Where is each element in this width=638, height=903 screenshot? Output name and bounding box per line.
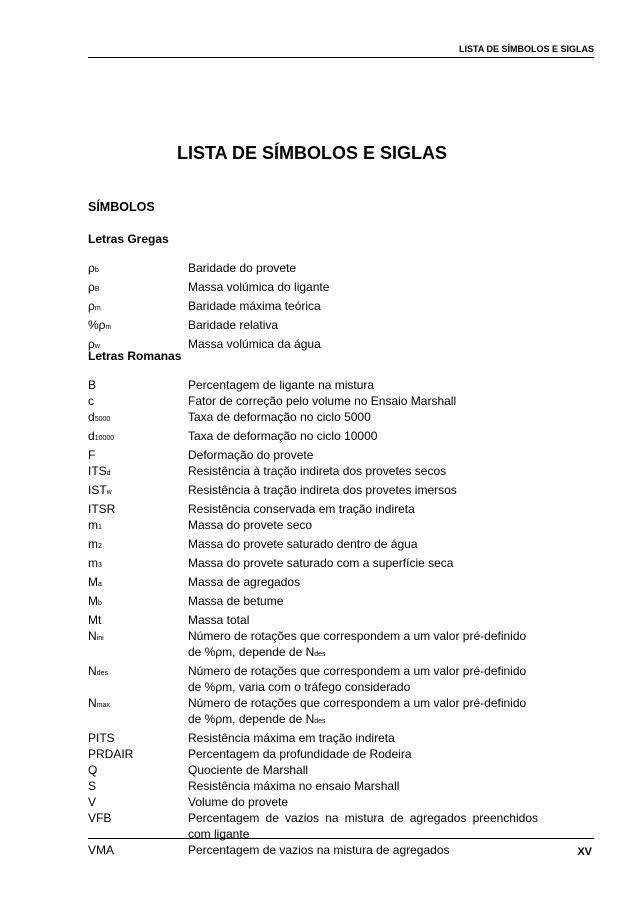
symbol-base: VMA (88, 843, 115, 857)
symbol (88, 746, 188, 762)
symbol-row (88, 663, 538, 695)
symbol-description (188, 762, 538, 778)
symbol-base: N (88, 629, 97, 643)
symbol-base: Q (88, 763, 98, 777)
description-continuation (188, 644, 538, 663)
symbol-row (88, 593, 538, 612)
symbol-base: ρ (88, 280, 95, 294)
symbol-base: V (88, 795, 97, 809)
symbol (88, 536, 188, 555)
symbol-row (88, 517, 538, 536)
symbol-description (188, 574, 538, 593)
symbol-row (88, 279, 538, 298)
symbol-base: m (88, 518, 98, 532)
footer-rule (88, 838, 594, 839)
symbol-subscript: 2 (98, 543, 102, 550)
description-text: Volume do provete (188, 795, 289, 809)
symbol-subscript: w (94, 343, 100, 350)
description-text: Resistência conservada em tração indireta (188, 502, 415, 516)
symbol (88, 663, 188, 695)
symbol-subscript: 5000 (94, 416, 111, 423)
page-number: XV (577, 846, 592, 858)
symbol-description (188, 298, 538, 317)
symbol (88, 628, 188, 663)
subsection-heading-roman: Letras Romanas (88, 349, 182, 363)
symbol-row (88, 842, 538, 858)
symbol (88, 260, 188, 279)
symbol-subscript: m (94, 305, 101, 312)
symbol-description (188, 393, 538, 409)
symbol (88, 695, 188, 730)
symbol-description (188, 279, 538, 298)
description-continuation (188, 711, 538, 730)
symbol-subscript: b (98, 600, 102, 607)
symbol-subscript: B (94, 286, 100, 293)
symbol-subscript: des (96, 670, 108, 677)
description-text: Baridade máxima teórica (188, 299, 321, 313)
symbol-base: VFB (88, 811, 112, 825)
symbol-row (88, 260, 538, 279)
symbol-base: d (88, 429, 95, 443)
symbol-base: Mt (88, 613, 102, 627)
symbol-base: m (88, 556, 98, 570)
symbol-base: B (88, 378, 97, 392)
symbol-description (188, 409, 538, 428)
running-header: LISTA DE SÍMBOLOS E SIGLAS (458, 44, 594, 54)
symbol (88, 730, 188, 746)
symbol-description (188, 317, 538, 336)
description-text: Deformação do provete (188, 448, 314, 462)
description-text: Taxa de deformação no ciclo 10000 (188, 429, 378, 443)
symbol-row (88, 393, 538, 409)
symbol-base: S (88, 779, 97, 793)
section-heading-simbolos: SÍMBOLOS (88, 200, 155, 214)
page-title: LISTA DE SÍMBOLOS E SIGLAS (177, 143, 448, 163)
symbol (88, 762, 188, 778)
symbol-description (188, 555, 538, 574)
symbol-base: ρ (88, 337, 95, 351)
symbol (88, 593, 188, 612)
symbol-base: c (88, 394, 94, 408)
symbol-subscript: ini (96, 635, 104, 642)
symbol (88, 555, 188, 574)
symbol-description (188, 695, 538, 730)
symbol-subscript: m (105, 324, 112, 331)
description-text: Resistência à tração indireta dos provetes secos (188, 464, 447, 478)
symbol-description (188, 612, 538, 628)
symbol-base: ITSR (88, 502, 116, 516)
symbol-row (88, 501, 538, 517)
description-text: Percentagem de ligante na mistura (188, 378, 375, 392)
symbol-row (88, 377, 538, 393)
description-text: Massa total (188, 613, 250, 627)
symbol-base: ρ (88, 261, 95, 275)
symbol-base: %ρ (88, 318, 106, 332)
symbol-base: PRDAIR (88, 747, 134, 761)
symbol-description (188, 663, 538, 695)
greek-symbol-list (88, 260, 538, 355)
symbol-subscript: 3 (98, 562, 102, 569)
description-text: Percentagem da profundidade de Rodeira (188, 747, 412, 761)
header-rule (88, 57, 594, 58)
description-text: Massa de agregados (188, 575, 301, 589)
symbol-base: ρ (88, 299, 95, 313)
symbol-row (88, 536, 538, 555)
symbol-description (188, 428, 538, 447)
symbol-row (88, 447, 538, 463)
symbol-subscript: a (98, 581, 102, 588)
symbol-subscript: b (94, 267, 99, 274)
symbol (88, 393, 188, 409)
symbol (88, 517, 188, 536)
symbol-row (88, 612, 538, 628)
symbol-base: d (88, 410, 95, 424)
symbol-description (188, 628, 538, 663)
description-text: Resistência máxima em tração indireta (188, 731, 395, 745)
symbol-row (88, 730, 538, 746)
symbol-base: ITS (88, 464, 107, 478)
symbol (88, 298, 188, 317)
symbol-row (88, 317, 538, 336)
symbol-description (188, 336, 538, 355)
symbol (88, 428, 188, 447)
symbol-description (188, 730, 538, 746)
symbol-row (88, 778, 538, 794)
symbol (88, 778, 188, 794)
symbol-base: N (88, 664, 97, 678)
continuation-text: com ligante (188, 827, 250, 841)
symbol-description (188, 447, 538, 463)
symbol-description (188, 778, 538, 794)
description-text: Baridade relativa (188, 318, 279, 332)
continuation-subscript: des (314, 651, 326, 658)
symbol-row (88, 463, 538, 482)
symbol-base: M (88, 575, 98, 589)
subsection-heading-greek: Letras Gregas (88, 232, 169, 246)
symbol (88, 574, 188, 593)
description-continuation (188, 679, 538, 695)
symbol-row (88, 695, 538, 730)
continuation-text: de %ρm, varia com o tráfego considerado (188, 680, 411, 694)
symbol (88, 612, 188, 628)
symbol-row (88, 794, 538, 810)
symbol-description (188, 517, 538, 536)
symbol-subscript: d (106, 470, 111, 477)
roman-symbol-list (88, 377, 538, 858)
symbol-base: F (88, 448, 96, 462)
symbol-subscript: 1 (98, 524, 102, 531)
description-text: Massa do provete saturado dentro de água (188, 537, 418, 551)
symbol (88, 447, 188, 463)
description-text: Massa do provete seco (188, 518, 313, 532)
description-text: Massa do provete saturado com a superfície seca (188, 556, 454, 570)
symbol-description (188, 842, 538, 858)
symbol (88, 409, 188, 428)
symbol-row (88, 574, 538, 593)
description-text: Massa volúmica da água (188, 337, 321, 351)
symbol-base: N (88, 696, 97, 710)
description-text: Fator de correção pelo volume no Ensaio Marshall (188, 394, 457, 408)
symbol-base: IST (88, 483, 107, 497)
description-text: Número de rotações que correspondem a um valor pré-definido (188, 664, 527, 678)
continuation-subscript: des (314, 718, 326, 725)
symbol-description (188, 463, 538, 482)
symbol-description (188, 501, 538, 517)
continuation-text: de %ρm, depende de N (188, 645, 315, 659)
symbol-subscript: w (106, 489, 112, 496)
symbol (88, 482, 188, 501)
symbol-description (188, 260, 538, 279)
description-text: Massa de betume (188, 594, 284, 608)
description-text: Número de rotações que correspondem a um valor pré-definido (188, 696, 527, 710)
symbol (88, 317, 188, 336)
symbol (88, 794, 188, 810)
symbol-description (188, 536, 538, 555)
symbol-row (88, 428, 538, 447)
symbol (88, 501, 188, 517)
description-text: Resistência máxima no ensaio Marshall (188, 779, 400, 793)
description-text: Resistência à tração indireta dos provetes imersos (188, 483, 457, 497)
continuation-text: de %ρm, depende de N (188, 712, 315, 726)
symbol-base: PITS (88, 731, 115, 745)
symbol (88, 842, 188, 858)
symbol-description (188, 482, 538, 501)
symbol-row (88, 298, 538, 317)
symbol-description (188, 377, 538, 393)
description-text: Percentagem de vazios na mistura de agregados preenchidos (188, 811, 538, 825)
description-text: Taxa de deformação no ciclo 5000 (188, 410, 371, 424)
symbol-row (88, 555, 538, 574)
symbol-description (188, 593, 538, 612)
symbol-row (88, 762, 538, 778)
description-text: Baridade do provete (188, 261, 297, 275)
symbol-row (88, 628, 538, 663)
description-text: Massa volúmica do ligante (188, 280, 330, 294)
symbol-description (188, 794, 538, 810)
symbol (88, 377, 188, 393)
description-continuation (188, 826, 538, 842)
description-text: Número de rotações que correspondem a um valor pré-definido (188, 629, 527, 643)
symbol (88, 279, 188, 298)
symbol-base: m (88, 537, 98, 551)
description-text: Percentagem de vazios na mistura de agregados (188, 843, 450, 857)
symbol-row (88, 409, 538, 428)
symbol-base: M (88, 594, 98, 608)
symbol-row (88, 746, 538, 762)
symbol-subscript: max (96, 702, 110, 709)
symbol-row (88, 482, 538, 501)
description-text: Quociente de Marshall (188, 763, 309, 777)
symbol (88, 463, 188, 482)
symbol-subscript: 10000 (94, 435, 115, 442)
symbol-description (188, 746, 538, 762)
